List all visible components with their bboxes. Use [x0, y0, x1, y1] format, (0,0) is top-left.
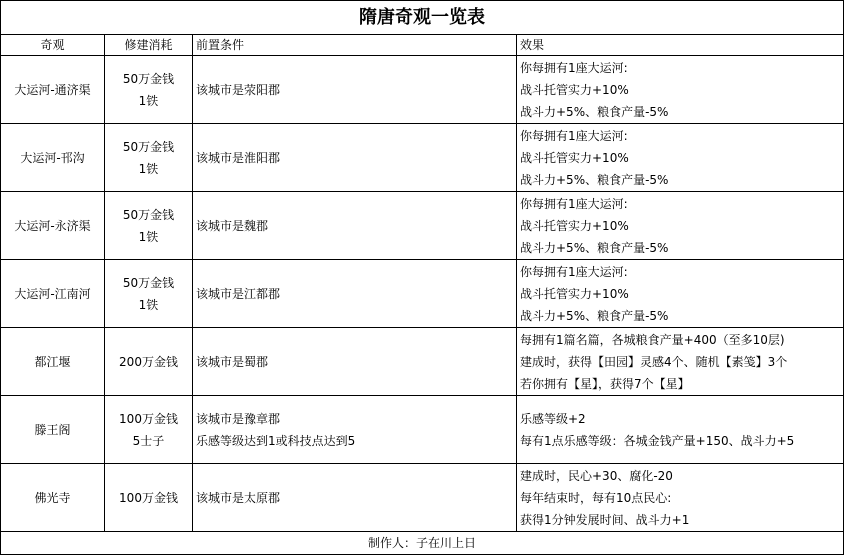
- header-effect: 效果: [517, 35, 844, 56]
- header-wonder: 奇观: [1, 35, 105, 56]
- cell-cost-line: 100万金钱: [119, 411, 178, 426]
- table-row: [1, 124, 844, 192]
- cell-prereq-line: 该城市是太原郡: [196, 490, 281, 505]
- cell-effect-line: 获得1分钟发展时间、战斗力+1: [520, 512, 690, 527]
- table-row: [1, 192, 844, 260]
- cell-cost: [105, 260, 193, 328]
- table-row: [1, 56, 844, 124]
- cell-wonder-name: 佛光寺: [1, 464, 105, 532]
- cell-effect-line: 你每拥有1座大运河:: [520, 264, 628, 279]
- cell-wonder-name: 都江堰: [1, 328, 105, 396]
- header-cost: 修建消耗: [105, 35, 193, 56]
- cell-wonder-name: 大运河-通济渠: [1, 56, 105, 124]
- table-row: [1, 260, 844, 328]
- cell-effect-line: 战斗托管实力+10%: [520, 218, 629, 233]
- cell-effect-line: 乐感等级+2: [520, 411, 586, 426]
- cell-cost: [105, 328, 193, 396]
- author-credit: 制作人：子在川上日: [1, 532, 844, 555]
- cell-prereq: [193, 56, 517, 124]
- cell-effect: [517, 260, 844, 328]
- cell-effect-line: 建成时，民心+30、腐化-20: [520, 468, 673, 483]
- cell-wonder-name: 大运河-永济渠: [1, 192, 105, 260]
- cell-effect-line: 若你拥有【星】，获得7个【星】: [520, 376, 690, 391]
- header-prereq: 前置条件: [193, 35, 517, 56]
- cell-effect: [517, 124, 844, 192]
- cell-prereq-line: 该城市是豫章郡: [196, 411, 281, 426]
- cell-prereq-line: 该城市是荥阳郡: [196, 82, 281, 97]
- cell-wonder-name: 大运河-江南河: [1, 260, 105, 328]
- table-row: [1, 328, 844, 396]
- table-row: [1, 396, 844, 464]
- cell-cost-line: 100万金钱: [119, 490, 178, 505]
- cell-cost: [105, 192, 193, 260]
- cell-prereq: [193, 464, 517, 532]
- cell-effect-line: 建成时，获得【田园】灵感4个、随机【素笺】3个: [520, 354, 788, 369]
- cell-prereq-line: 该城市是魏郡: [196, 218, 269, 233]
- cell-effect-line: 战斗托管实力+10%: [520, 150, 629, 165]
- cell-cost: [105, 56, 193, 124]
- cell-cost-line: 5士子: [132, 433, 165, 448]
- cell-effect-line: 战斗托管实力+10%: [520, 82, 629, 97]
- cell-cost-line: 200万金钱: [119, 354, 178, 369]
- cell-prereq: [193, 192, 517, 260]
- cell-cost-line: 50万金钱: [122, 139, 175, 154]
- cell-cost-line: 50万金钱: [122, 275, 175, 290]
- cell-cost-line: 1铁: [138, 297, 159, 312]
- cell-effect-line: 你每拥有1座大运河:: [520, 60, 628, 75]
- cell-effect-line: 战斗力+5%、粮食产量-5%: [520, 172, 669, 187]
- cell-wonder-name: 滕王阁: [1, 396, 105, 464]
- cell-wonder-name: 大运河-邗沟: [1, 124, 105, 192]
- cell-cost-line: 1铁: [138, 161, 159, 176]
- cell-effect: [517, 328, 844, 396]
- table-title: 隋唐奇观一览表: [1, 1, 844, 35]
- cell-effect-line: 战斗托管实力+10%: [520, 286, 629, 301]
- cell-prereq: [193, 396, 517, 464]
- cell-effect-line: 你每拥有1座大运河:: [520, 196, 628, 211]
- cell-prereq-line: 乐感等级达到1或科技点达到5: [196, 433, 356, 448]
- cell-cost: [105, 396, 193, 464]
- cell-cost-line: 1铁: [138, 229, 159, 244]
- cell-effect: [517, 464, 844, 532]
- cell-cost: [105, 464, 193, 532]
- cell-effect-line: 战斗力+5%、粮食产量-5%: [520, 104, 669, 119]
- cell-effect: [517, 396, 844, 464]
- cell-prereq: [193, 328, 517, 396]
- cell-prereq: [193, 260, 517, 328]
- cell-effect: [517, 192, 844, 260]
- cell-effect-line: 每有1点乐感等级：各城金钱产量+150、战斗力+5: [520, 433, 795, 448]
- cell-effect: [517, 56, 844, 124]
- cell-cost-line: 50万金钱: [122, 71, 175, 86]
- cell-effect-line: 每年结束时，每有10点民心:: [520, 490, 672, 505]
- cell-prereq-line: 该城市是蜀郡: [196, 354, 269, 369]
- cell-effect-line: 你每拥有1座大运河:: [520, 128, 628, 143]
- cell-cost-line: 50万金钱: [122, 207, 175, 222]
- table-row: [1, 464, 844, 532]
- cell-cost: [105, 124, 193, 192]
- cell-effect-line: 战斗力+5%、粮食产量-5%: [520, 240, 669, 255]
- cell-prereq-line: 该城市是淮阳郡: [196, 150, 281, 165]
- cell-prereq-line: 该城市是江都郡: [196, 286, 281, 301]
- cell-prereq: [193, 124, 517, 192]
- cell-cost-line: 1铁: [138, 93, 159, 108]
- cell-effect-line: 战斗力+5%、粮食产量-5%: [520, 308, 669, 323]
- cell-effect-line: 每拥有1篇名篇，各城粮食产量+400（至多10层): [520, 332, 785, 347]
